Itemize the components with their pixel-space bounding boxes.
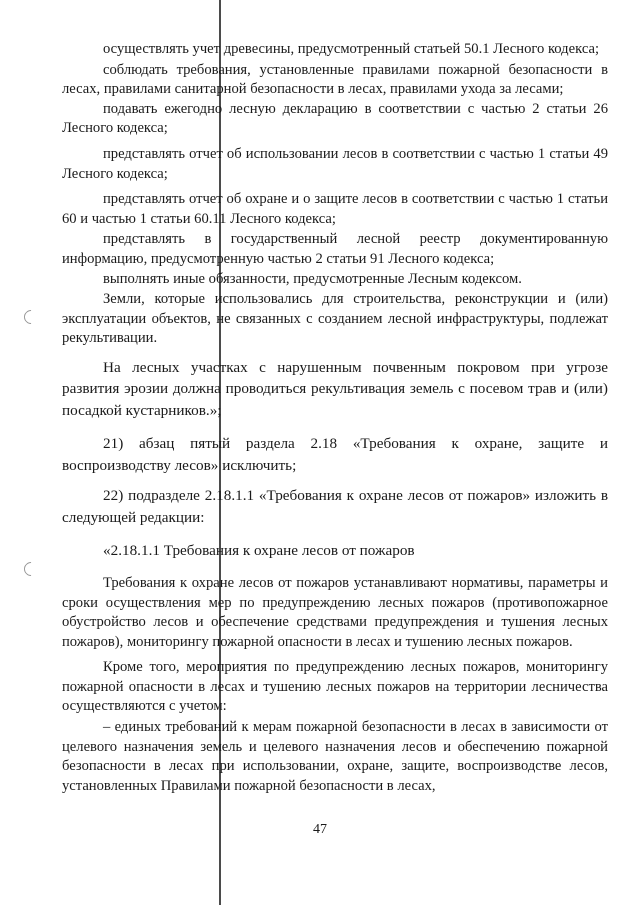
paragraph: Кроме того, мероприятия по предупреждению лесных пожаров, мониторингу пожарной опасности в лесах и тушению лесных пожаров на территории лесничества осуществляются с учетом: <box>62 659 608 715</box>
paragraph: На лесных участках с нарушенным почвенным покровом при угрозе развития эрозии должна проводиться рекультивация земель с посевом трав и (или) посадкой кустарников.»; <box>62 358 608 419</box>
page-number: 47 <box>313 822 327 837</box>
paragraph: Земли, которые использовались для строительства, реконструкции и (или) эксплуатации объектов, не связанных с созданием лесной инфраструктуры, подлежат рекультивации. <box>62 291 608 347</box>
punch-hole-mark <box>21 559 41 579</box>
paragraph: подавать ежегодно лесную декларацию в соответствии с частью 2 статьи 26 Лесного кодекса; <box>62 100 608 137</box>
paragraph: осуществлять учет древесины, предусмотренный статьей 50.1 Лесного кодекса; <box>103 41 600 57</box>
paragraph: 21) абзац пятый раздела 2.18 «Требования к охране, защите и воспроизводству лесов» исключить; <box>62 435 608 474</box>
document-body <box>62 40 608 796</box>
paragraph: выполнять иные обязанности, предусмотренные Лесным кодексом. <box>103 270 522 287</box>
paragraph: представлять в государственный лесной реестр документированную информацию, предусмотренную частью 2 статьи 91 Лесного кодекса; <box>62 231 608 267</box>
section-heading: «2.18.1.1 Требования к охране лесов от пожаров <box>103 542 415 560</box>
paragraph: 22) подразделе 2.18.1.1 «Требования к охране лесов от пожаров» изложить в следующей редакции: <box>62 487 608 526</box>
punch-hole-mark <box>21 307 41 327</box>
paragraph: Требования к охране лесов от пожаров устанавливают нормативы, параметры и сроки осуществления мер по предупреждению лесных пожаров (противопожарное обустройство лесов и обеспечение средствами предупреждения и тушения лесных пожаров), мониторингу пожарной опасности в лесах и тушению лесных пожаров. <box>62 574 608 650</box>
paragraph: представлять отчет об охране и о защите лесов в соответствии с частью 1 статьи 60 и частью 1 статьи 60.11 Лесного кодекса; <box>62 191 608 227</box>
paragraph: представлять отчет об использовании лесов в соответствии с частью 1 статьи 49 Лесного кодекса; <box>62 145 608 182</box>
list-item: – единых требований к мерам пожарной безопасности в лесах в зависимости от целевого назначения земель и целевого назначения лесов и обеспечению пожарной безопасности в лесах при использовании, охране, защите, воспроизводстве лесов, установленных Правилами пожарной безопасности в лесах, <box>62 719 608 794</box>
paragraph: соблюдать требования, установленные правилами пожарной безопасности в лесах, правилами санитарной безопасности в лесах, правилами ухода за лесами; <box>62 61 608 98</box>
